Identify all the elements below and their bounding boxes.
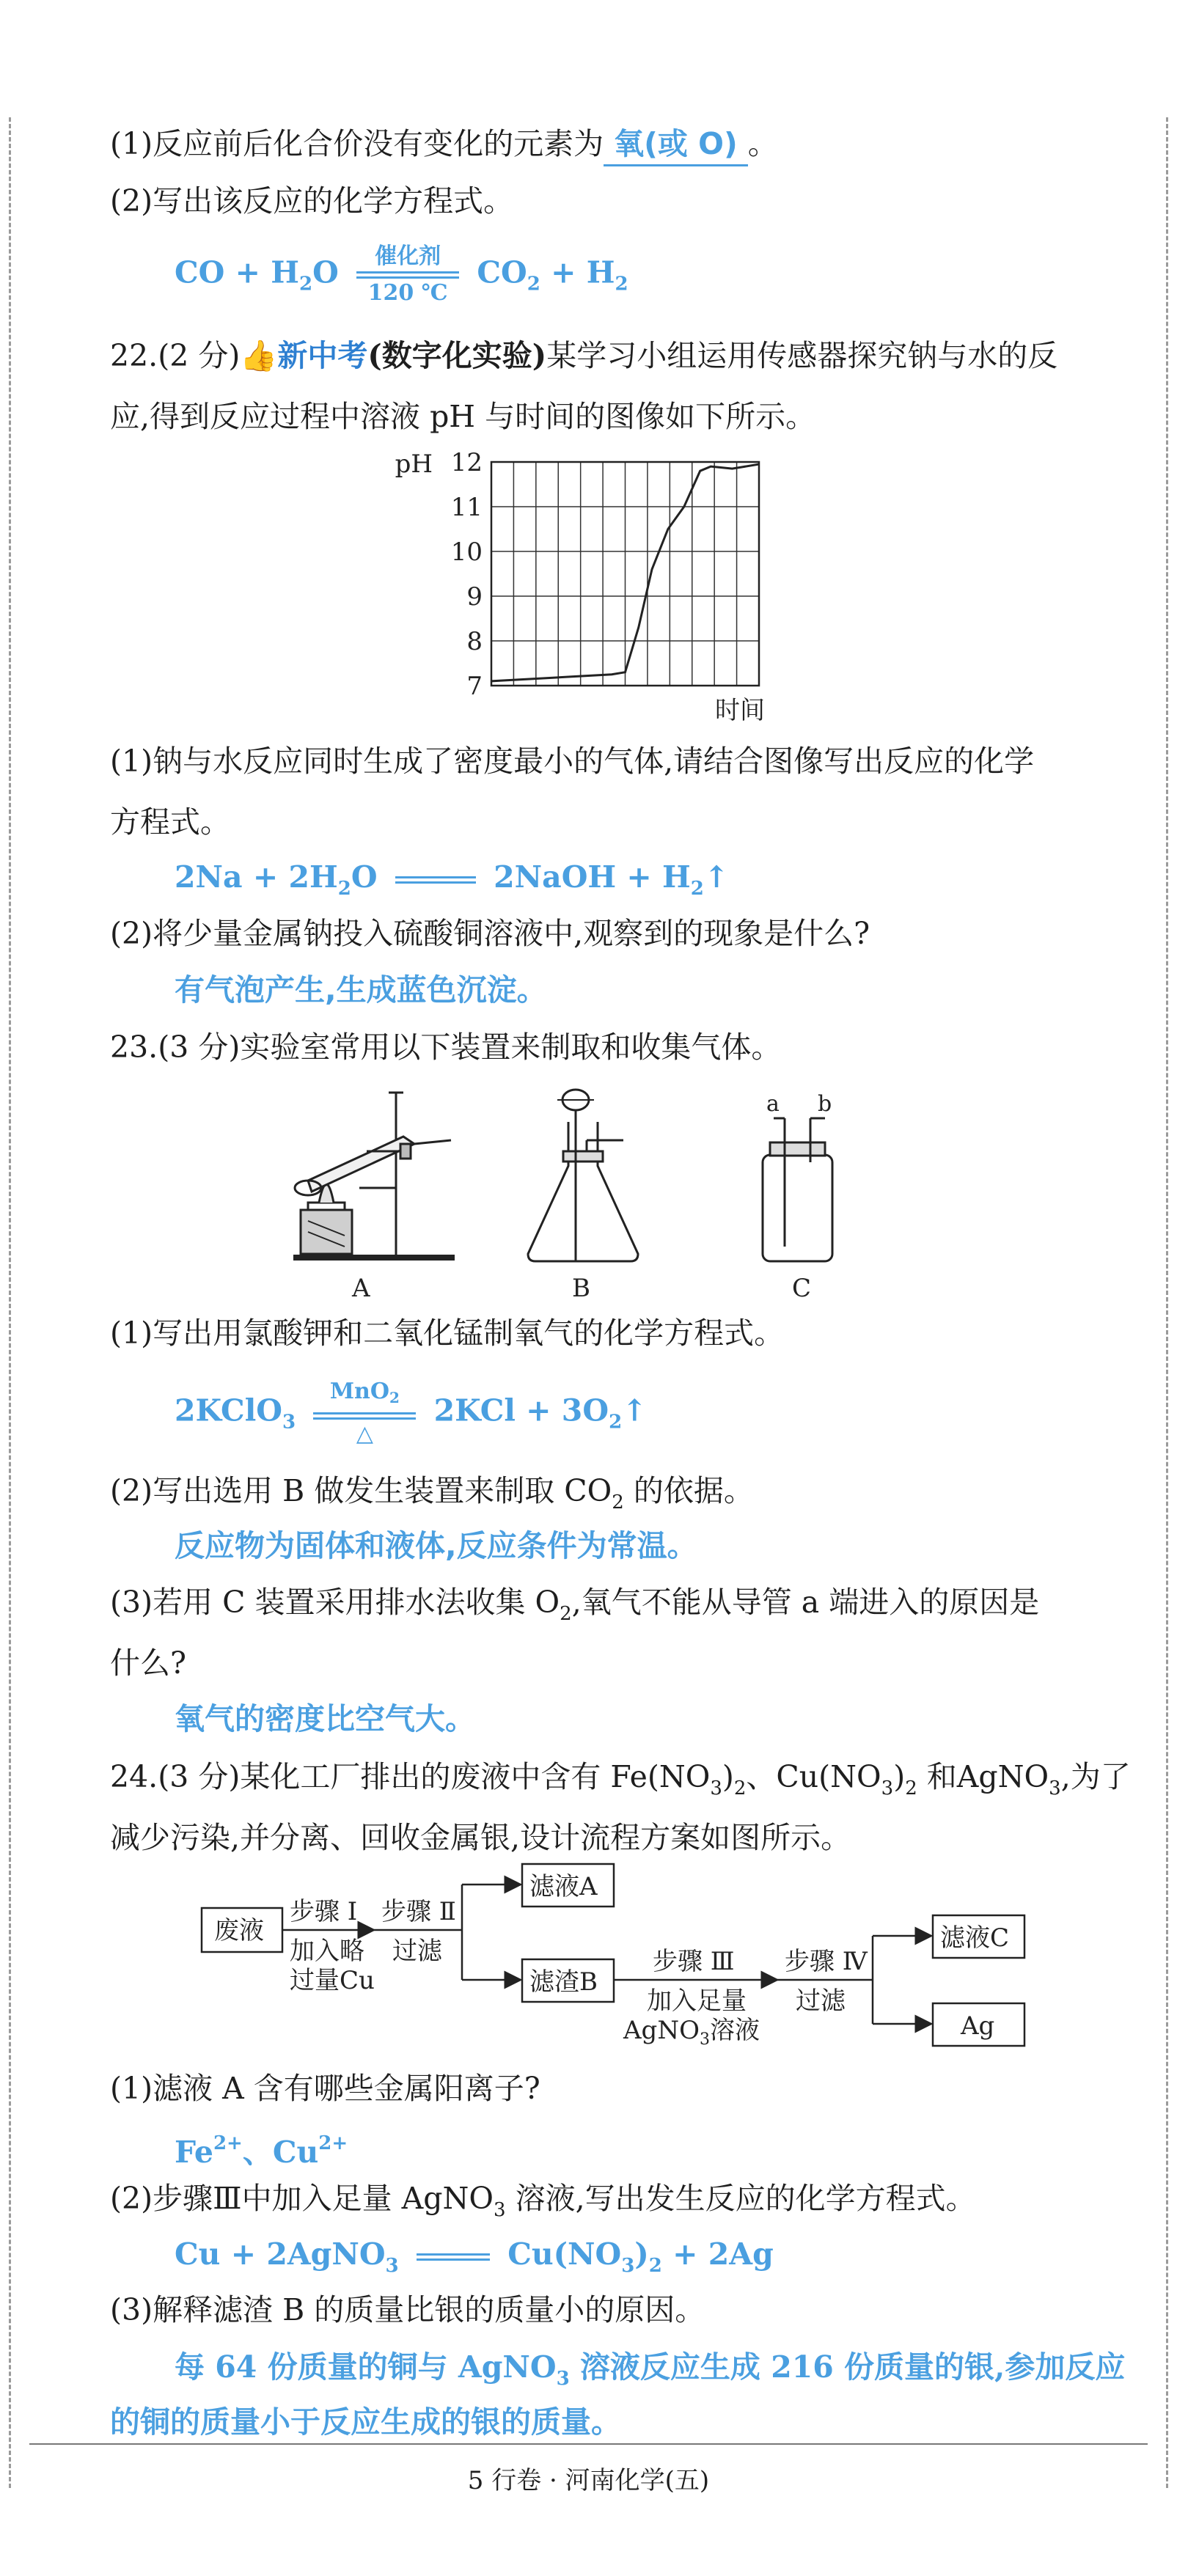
- eq-sub: 3: [621, 2255, 635, 2277]
- q23-part3-text: (3)若用 C 装置采用排水法收集 O: [110, 1585, 560, 1620]
- eq-sub: 2: [299, 273, 313, 296]
- q24-part1: (1)滤液 A 含有哪些金属阳离子?: [110, 2071, 540, 2106]
- q24-part2: [110, 2178, 976, 2231]
- eq-condition: [356, 243, 459, 307]
- q23-answer1: [175, 1379, 648, 1447]
- label-c: C: [792, 1274, 812, 1303]
- q24-part2-text: 溶液,写出发生反应的化学方程式。: [505, 2181, 976, 2216]
- q23-part3-text: ,氧气不能从导管 a 端进入的原因是: [571, 1585, 1040, 1620]
- eq-sub: 3: [385, 2255, 399, 2277]
- flow-ag: Ag: [961, 2011, 995, 2041]
- flow-step2-note: 过滤: [392, 1937, 442, 1966]
- q23-part1: (1)写出用氯酸钾和二氧化锰制氧气的化学方程式。: [110, 1315, 785, 1351]
- q24-answer1: [175, 2123, 348, 2173]
- q24-stem-text: 和AgNO: [917, 1759, 1049, 1794]
- q23-stem-text: (3 分)实验室常用以下装置来制取和收集气体。: [158, 1030, 782, 1065]
- q22-stem-line1: [110, 335, 1057, 376]
- flow-step1-note2: 过量Cu: [290, 1966, 375, 1995]
- eq-text: O: [312, 254, 339, 290]
- eq-text: 2NaOH + H: [494, 859, 691, 895]
- eq-sub: 3: [556, 2368, 570, 2390]
- q23-answer3: 氧气的密度比空气大。: [175, 1701, 475, 1736]
- right-dash-border: [1166, 117, 1168, 2488]
- flow-residue-b: 滤渣B: [529, 1967, 598, 1997]
- eq-sub: 2: [337, 878, 351, 900]
- eq-text: Cu(NO: [507, 2236, 622, 2272]
- eq-sub: 2: [690, 878, 704, 900]
- q23-answer2: 反应物为固体和液体,反应条件为常温。: [175, 1528, 697, 1563]
- eq-sub: 2: [648, 2255, 662, 2277]
- q21-part1-text: (1)反应前后化合价没有变化的元素为: [110, 126, 604, 161]
- y-tick-label: 12: [450, 448, 483, 477]
- eq-sub: 2: [615, 273, 628, 296]
- y-axis-label: pH: [395, 449, 433, 479]
- q23-part2-text: (2)写出选用 B 做发生装置来制取 CO: [110, 1473, 612, 1508]
- y-tick-label: 7: [466, 672, 483, 701]
- flow-text: AgNO: [623, 2016, 700, 2045]
- eq-condition: [313, 1379, 416, 1447]
- label-a: A: [352, 1274, 370, 1303]
- q23-stem: [110, 1027, 781, 1068]
- flow-filtrate-a: 滤液A: [529, 1872, 598, 1901]
- q23-part3-line2: 什么?: [110, 1645, 186, 1681]
- eq-text: CO + H: [175, 254, 299, 290]
- q23-part2-text: 的依据。: [623, 1473, 754, 1508]
- q21-part2: (2)写出该反应的化学方程式。: [110, 183, 514, 219]
- y-tick-label: 11: [450, 493, 483, 522]
- ph-time-chart: [395, 447, 796, 733]
- q24-stem-line1: [110, 1756, 1131, 1809]
- q22-part1-line1: (1)钠与水反应同时生成了密度最小的气体,请结合图像写出反应的化学: [110, 744, 1035, 779]
- q22-tag: (数字化实验): [367, 338, 547, 373]
- eq-bar: [313, 1412, 416, 1420]
- tube-b-label: b: [818, 1091, 832, 1117]
- eq-text: CO: [477, 254, 527, 290]
- eq-bar: [417, 2253, 490, 2261]
- apparatus-c: [763, 1118, 832, 1261]
- eq-text: Cu + 2AgNO: [175, 2236, 386, 2272]
- eq-sub: 3: [1049, 1777, 1061, 1799]
- q24-stem-line2: 减少污染,并分离、回收金属银,设计流程方案如图所示。: [110, 1820, 851, 1855]
- q24-part3: (3)解释滤渣 B 的质量比银的质量小的原因。: [110, 2292, 705, 2327]
- apparatus-b: [528, 1090, 638, 1261]
- eq-bar: [395, 876, 476, 884]
- eq-equals: [395, 875, 476, 885]
- q24-stem-text: ): [722, 1759, 734, 1794]
- q21-part1: [110, 123, 778, 166]
- q24-number: 24.: [110, 1759, 158, 1794]
- footer-rule: [29, 2443, 1148, 2445]
- left-dash-border: [9, 117, 11, 2488]
- x-axis-label: 时间: [715, 696, 765, 725]
- answer-text: 溶液反应生成 216 份质量的银,参加反应: [569, 2349, 1126, 2385]
- tube-a-label: a: [766, 1091, 780, 1117]
- eq-sub: 3: [494, 2199, 506, 2221]
- y-tick-label: 8: [466, 627, 483, 656]
- flow-sub: 3: [699, 2030, 710, 2049]
- q21-part1-end: 。: [747, 126, 778, 161]
- eq-sub: 3: [710, 1777, 722, 1799]
- thumb-icon: 👍: [240, 338, 278, 373]
- q22-answer2: 有气泡产生,生成蓝色沉淀。: [175, 972, 547, 1008]
- badge-text: 新中考: [277, 338, 368, 373]
- q24-answer3-line1: [175, 2346, 1125, 2399]
- flow-step3: 步骤 Ⅲ: [653, 1947, 735, 1976]
- q22-stem-text: 某学习小组运用传感器探究钠与水的反: [546, 338, 1058, 373]
- apparatus-figure: [279, 1078, 939, 1305]
- eq-text: ): [634, 2236, 649, 2272]
- flow-step4: 步骤 Ⅳ: [785, 1947, 868, 1976]
- eq-condition-bottom: 120 ℃: [367, 280, 448, 306]
- q24-answer2: [175, 2234, 774, 2286]
- q24-stem-text: 、Cu(NO: [746, 1759, 881, 1794]
- eq-condition-top: [313, 1379, 416, 1411]
- q24-stem-text: ,为了: [1060, 1759, 1131, 1794]
- q23-number: 23.: [110, 1030, 158, 1065]
- eq-equals: [417, 2252, 490, 2262]
- q22-part1-line2: 方程式。: [110, 804, 230, 840]
- gas-arrow: ↑: [703, 859, 730, 895]
- q23-part2: [110, 1470, 754, 1523]
- eq-condition-top: 催化剂: [375, 243, 441, 269]
- q24-answer3-line2: 的铜的质量小于反应生成的银的质量。: [110, 2404, 621, 2440]
- flow-step4-note: 过滤: [796, 1986, 846, 2016]
- apparatus-a: [293, 1093, 455, 1258]
- ion-charge: 2+: [318, 2132, 348, 2154]
- q22-answer1: [175, 856, 729, 909]
- page-footer: 5 行卷 · 河南化学(五): [467, 2466, 710, 2495]
- gas-arrow: ↑: [622, 1392, 648, 1428]
- flow-step2: 步骤 Ⅱ: [381, 1897, 456, 1926]
- eq-sub: 2: [733, 1777, 747, 1799]
- q22-stem-line2: 应,得到反应过程中溶液 pH 与时间的图像如下所示。: [110, 399, 816, 434]
- eq-text: 2KCl + 3O: [433, 1392, 609, 1428]
- eq-sub: 2: [560, 1603, 572, 1625]
- flow-step1: 步骤 Ⅰ: [290, 1897, 358, 1926]
- flow-waste: 废液: [214, 1916, 264, 1945]
- eq-sub: 2: [389, 1389, 400, 1406]
- answer-text: 每 64 份质量的铜与 AgNO: [175, 2349, 557, 2385]
- eq-sub: 3: [881, 1777, 894, 1799]
- eq-text: O: [351, 859, 378, 895]
- eq-text: 2KClO: [175, 1392, 282, 1428]
- eq-sub: 2: [609, 1411, 623, 1434]
- q24-stem-text: ): [893, 1759, 906, 1794]
- q22-part2: (2)将少量金属钠投入硫酸铜溶液中,观察到的现象是什么?: [110, 916, 870, 951]
- eq-text: + H: [540, 254, 615, 290]
- flow-step3-note1: 加入足量: [647, 1986, 747, 2016]
- eq-sub: 3: [282, 1411, 296, 1434]
- flow-step1-note1: 加入略: [290, 1937, 364, 1966]
- y-tick-label: 10: [450, 537, 483, 567]
- eq-bar: [356, 271, 459, 279]
- q22-number: 22.: [110, 338, 158, 373]
- y-tick-label: 9: [466, 582, 483, 612]
- q22-score: (2 分): [158, 338, 241, 373]
- q21-answer1: 氧(或 O): [604, 123, 748, 166]
- ion-charge: 2+: [213, 2132, 243, 2154]
- eq-sub: 2: [612, 1491, 624, 1513]
- flow-diagram: [198, 1863, 1063, 2061]
- ion-text: Fe: [175, 2135, 213, 2170]
- new-exam-badge: [240, 335, 367, 376]
- flow-filtrate-c: 滤液C: [940, 1923, 1010, 1953]
- eq-sub: 2: [527, 273, 540, 296]
- q23-part3-line1: [110, 1582, 1039, 1634]
- label-b: B: [572, 1274, 590, 1303]
- eq-sub: 2: [905, 1777, 917, 1799]
- q24-stem-text: (3 分)某化工厂排出的废液中含有 Fe(NO: [158, 1759, 711, 1794]
- eq-text: + 2Ag: [661, 2236, 774, 2272]
- eq-text: MnO: [329, 1379, 389, 1404]
- ion-text: 、Cu: [242, 2135, 319, 2170]
- eq-condition-bottom: △: [356, 1421, 373, 1447]
- q21-equation: [175, 243, 628, 307]
- flow-step3-note2: [623, 2016, 760, 2049]
- eq-text: 2Na + 2H: [175, 859, 338, 895]
- flow-text: 溶液: [709, 2016, 760, 2045]
- q24-part2-text: (2)步骤Ⅲ中加入足量 AgNO: [110, 2181, 494, 2216]
